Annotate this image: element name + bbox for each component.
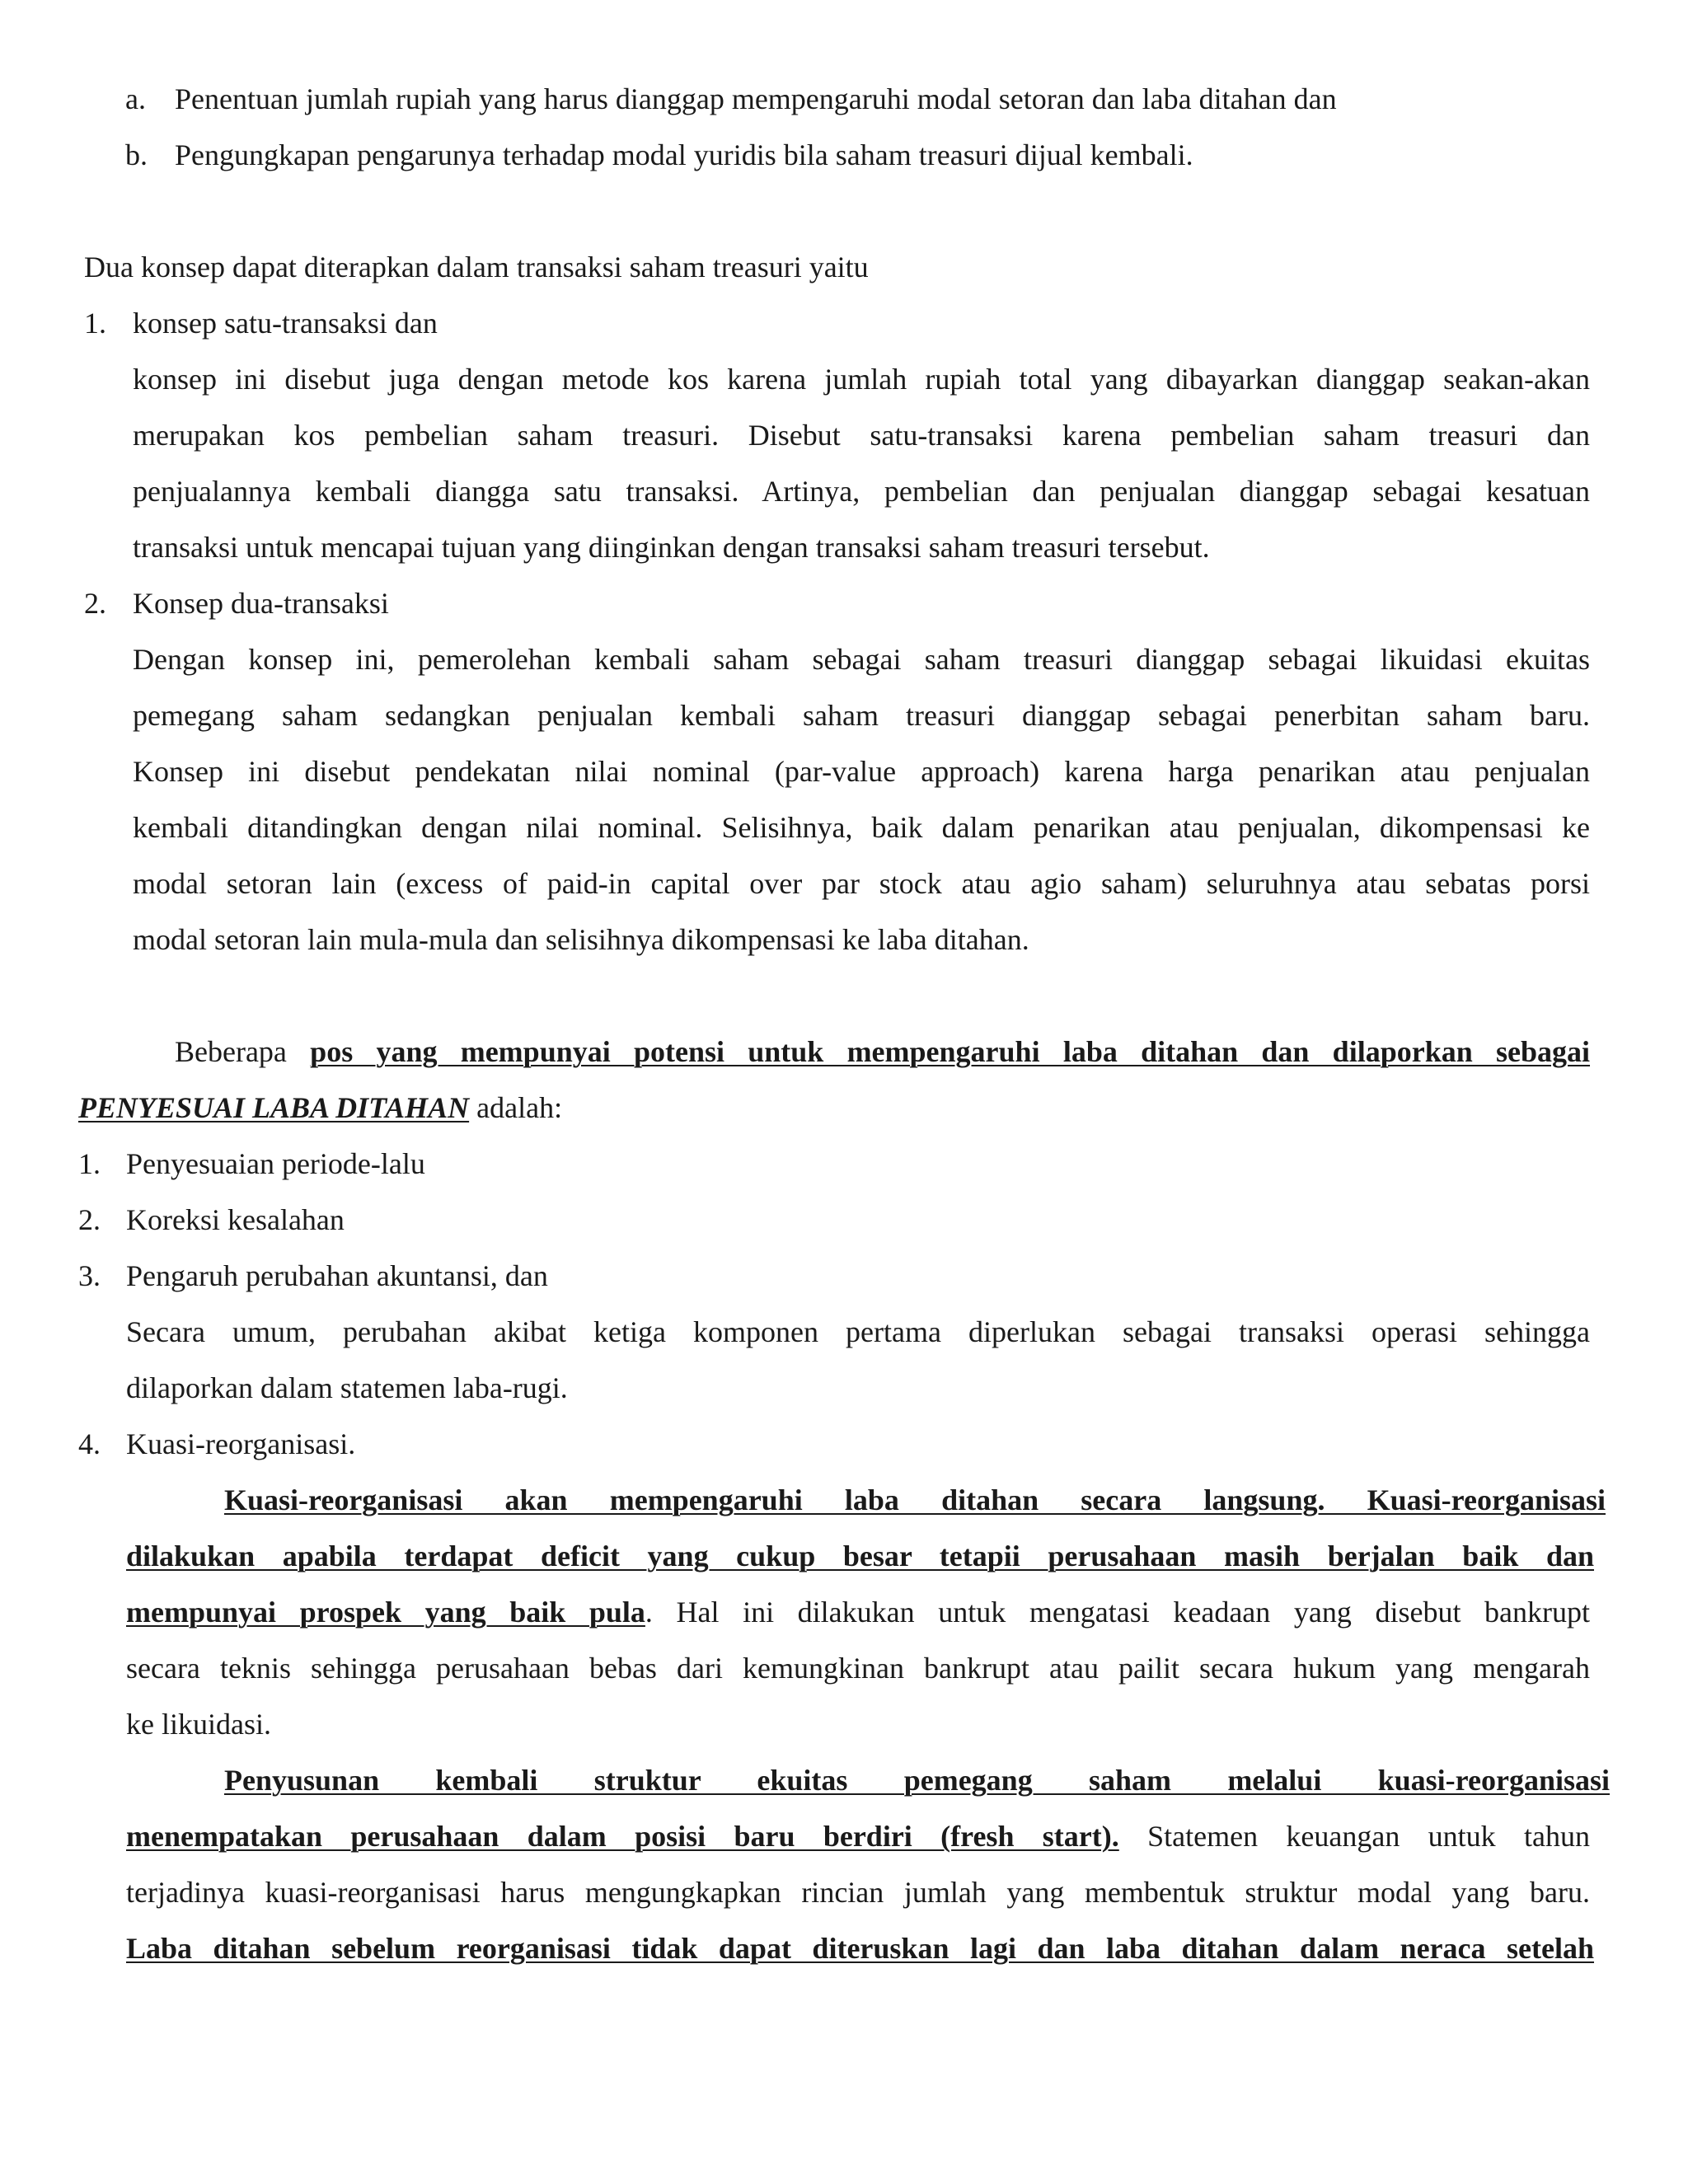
- concept-1-title: konsep satu-transaksi dan: [133, 307, 438, 340]
- concepts-intro: Dua konsep dapat diterapkan dalam transaksi saham treasuri yaitu: [84, 251, 869, 284]
- adjustments-title: PENYESUAI LABA DITAHAN: [78, 1091, 470, 1124]
- concept-1-line-2: merupakan kos pembelian saham treasuri. Disebut satu-transaksi karena pembelian saham treasuri dan: [133, 419, 1590, 452]
- quasi-p2-line-4: Laba ditahan sebelum reorganisasi tidak dapat diteruskan lagi dan laba ditahan dalam neraca setelah: [126, 1932, 1594, 1965]
- concept-2-line-4: kembali ditandingkan dengan nilai nominal. Selisihnya, baik dalam penarikan atau penjualan, dikompensasi ke: [133, 811, 1590, 844]
- adjustment-2: Koreksi kesalahan: [126, 1203, 345, 1236]
- concept-2-marker: 2.: [84, 587, 106, 620]
- concept-2-line-6: modal setoran lain mula-mula dan selisihnya dikompensasi ke laba ditahan.: [133, 923, 1029, 956]
- adjustments-lead-plain: Beberapa: [175, 1035, 311, 1068]
- list-marker-a: a.: [125, 82, 146, 115]
- adjustment-4-marker: 4.: [78, 1427, 101, 1460]
- quasi-p1-line-5: ke likuidasi.: [126, 1708, 271, 1741]
- list-marker-b: b.: [125, 138, 148, 171]
- quasi-p2-line-2-bold: menempatakan perusahaan dalam posisi baru berdiri (fresh start).: [126, 1820, 1119, 1853]
- concept-2-line-3: Konsep ini disebut pendekatan nilai nominal (par-value approach) karena harga penarikan atau penjualan: [133, 755, 1590, 788]
- adjustments-lead: [175, 1037, 1590, 1066]
- list-item-a: Penentuan jumlah rupiah yang harus dianggap mempengaruhi modal setoran dan laba ditahan dan: [175, 82, 1337, 115]
- list-item-b: Pengungkapan pengarunya terhadap modal yuridis bila saham treasuri dijual kembali.: [175, 138, 1193, 171]
- quasi-p2-line-2: [126, 1821, 1590, 1851]
- adjustments-title-tail: adalah:: [469, 1091, 563, 1124]
- concept-2-line-5: modal setoran lain (excess of paid-in capital over par stock atau agio saham) seluruhnya atau sebatas porsi: [133, 867, 1590, 900]
- concept-1-line-4: transaksi untuk mencapai tujuan yang diinginkan dengan transaksi saham treasuri tersebut.: [133, 531, 1210, 564]
- adjustments-title-line: [78, 1093, 562, 1122]
- quasi-p1-line-2: dilakukan apabila terdapat deficit yang cukup besar tetapii perusahaan masih berjalan baik dan: [126, 1540, 1594, 1572]
- adjustment-4: Kuasi-reorganisasi.: [126, 1427, 356, 1460]
- adjustment-3-marker: 3.: [78, 1259, 101, 1292]
- adjustment-2-marker: 2.: [78, 1203, 101, 1236]
- quasi-p1-line-1: Kuasi-reorganisasi akan mempengaruhi laba ditahan secara langsung. Kuasi-reorganisasi: [224, 1483, 1606, 1516]
- concept-2-line-1: Dengan konsep ini, pemerolehan kembali saham sebagai saham treasuri dianggap sebagai likuidasi ekuitas: [133, 643, 1590, 676]
- concept-1-line-3: penjualannya kembali diangga satu transaksi. Artinya, pembelian dan penjualan dianggap sebagai kesatuan: [133, 475, 1590, 508]
- adjustment-1-marker: 1.: [78, 1147, 101, 1180]
- quasi-p2-line-2-plain: Statemen keuangan untuk tahun: [1118, 1820, 1590, 1853]
- quasi-p1-line-3-plain: . Hal ini dilakukan untuk mengatasi keadaan yang disebut bankrupt: [645, 1596, 1591, 1629]
- adjustment-3: Pengaruh perubahan akuntansi, dan: [126, 1259, 548, 1292]
- quasi-p1-line-3: [126, 1597, 1590, 1627]
- concept-1-marker: 1.: [84, 307, 106, 340]
- quasi-p2-line-1: Penyusunan kembali struktur ekuitas pemegang saham melalui kuasi-reorganisasi: [224, 1764, 1610, 1797]
- adjustments-lead-bold: pos yang mempunyai potensi untuk mempengaruhi laba ditahan dan dilaporkan sebagai: [310, 1035, 1591, 1068]
- adjustments-general-line-2: dilaporkan dalam statemen laba-rugi.: [126, 1371, 568, 1404]
- quasi-p1-line-3-bold: mempunyai prospek yang baik pula: [126, 1596, 645, 1629]
- concept-2-line-2: pemegang saham sedangkan penjualan kembali saham treasuri dianggap sebagai penerbitan saham baru.: [133, 699, 1590, 732]
- adjustment-1: Penyesuaian periode-lalu: [126, 1147, 425, 1180]
- concept-1-line-1: konsep ini disebut juga dengan metode kos karena jumlah rupiah total yang dibayarkan dianggap seakan-akan: [133, 363, 1590, 396]
- adjustments-general-line-1: Secara umum, perubahan akibat ketiga komponen pertama diperlukan sebagai transaksi operasi sehingga: [126, 1315, 1590, 1348]
- concept-2-title: Konsep dua-transaksi: [133, 587, 389, 620]
- quasi-p2-line-3: terjadinya kuasi-reorganisasi harus mengungkapkan rincian jumlah yang membentuk struktur modal yang baru.: [126, 1876, 1590, 1909]
- quasi-p1-line-4: secara teknis sehingga perusahaan bebas dari kemungkinan bankrupt atau pailit secara hukum yang mengarah: [126, 1652, 1590, 1685]
